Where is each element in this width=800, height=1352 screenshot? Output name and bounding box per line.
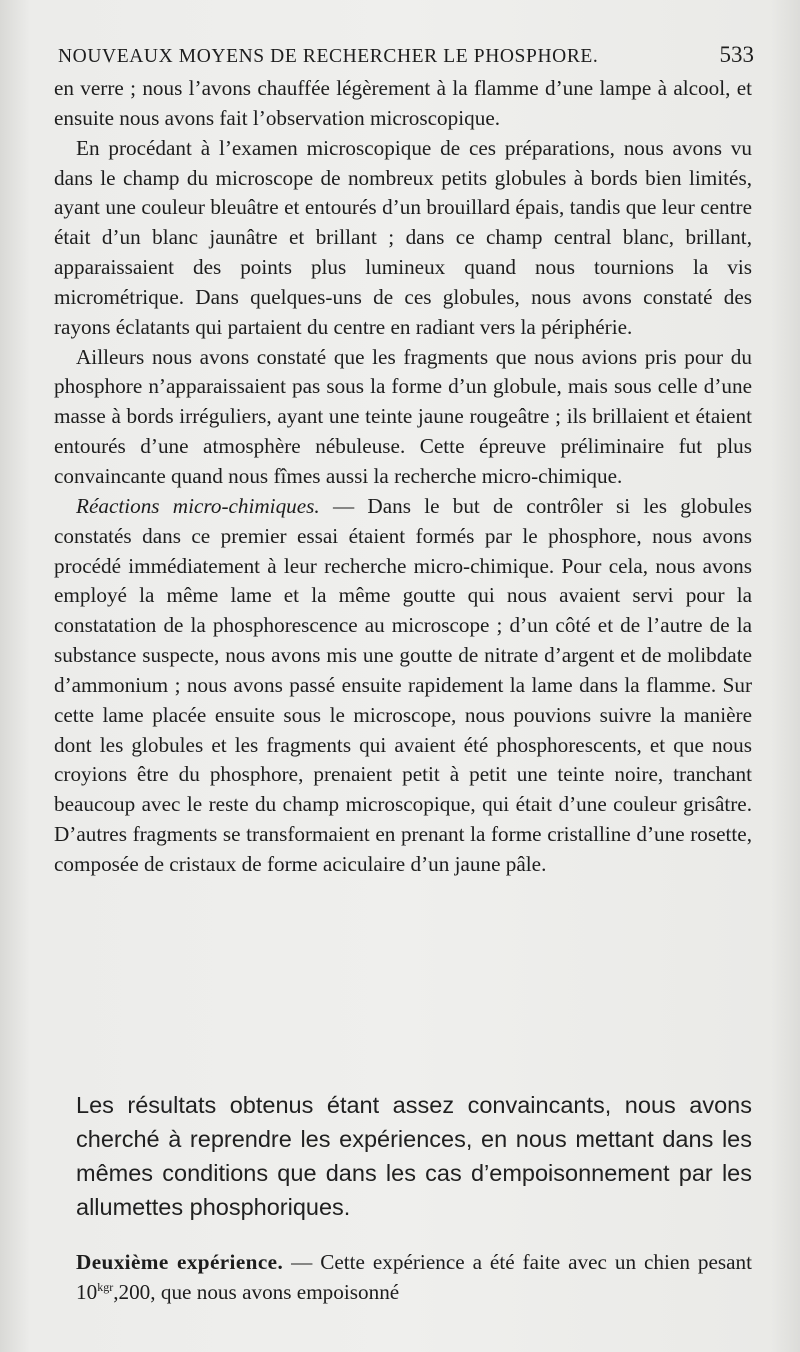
main-text — [54, 74, 752, 880]
unit-superscript: kgr — [97, 1279, 114, 1294]
experiment-text-end: ,200, que nous avons empoisonné — [113, 1279, 400, 1304]
paragraph-2: En procédant à l’examen microscopique de ces préparations, nous avons vu dans le champ du microscope de nombreux petits globules à bords bien limités, ayant une couleur bleuâtre et entourés d’un brouillard épais, tandis que leur centre était d’un blanc jaunâtre et brillant ; dans ce champ central blanc, brillant, apparaissaient des points plus lumineux quand nous tournions la vis micrométrique. Dans quelques-uns de ces globules, nous avons constaté des rayons éclatants qui partaient du centre en radiant vers la périphérie. — [54, 135, 752, 339]
paragraph-3: Ailleurs nous avons constaté que les fragments que nous avions pris pour du phosphore n’apparaissaient pas sous la forme d’un globule, mais sous celle d’une masse à bords irréguliers, ayant une teinte jaune rougeâtre ; ils brillaient et étaient entourés d’une atmosphère nébuleuse. Cette épreuve préliminaire fut plus convaincante quand nous fîmes aussi la recherche micro-chimique. — [54, 344, 752, 488]
experiment-text-start: — Cette expérience a été faite avec un chien pesant 10 — [76, 1250, 752, 1304]
paragraph-4 — [54, 492, 752, 880]
section-heading: Réactions micro-chimiques. — [76, 493, 320, 518]
inserted-note — [76, 1088, 752, 1224]
running-title: NOUVEAUX MOYENS DE RECHERCHER LE PHOSPHORE. — [58, 46, 599, 67]
page-number: 533 — [719, 42, 754, 67]
running-header — [58, 42, 754, 68]
experiment-paragraph — [76, 1248, 752, 1308]
experiment-heading: Deuxième expérience. — [76, 1250, 284, 1274]
inserted-note-text: Les résultats obtenus étant assez convaincants, nous avons cherché à reprendre les expériences, en nous mettant dans les mêmes conditions que dans les cas d’empoisonnement par les allumettes phosphoriques. — [76, 1092, 752, 1220]
paragraph-4-text: — Dans le but de contrôler si les globules constatés dans ce premier essai étaient formés par le phosphore, nous avons procédé immédiatement à leur recherche micro-chimique. Pour cela, nous avons employé la même lame et la même goutte qui nous avaient servi pour la constatation de la phosphorescence au microscope ; d’un côté et de l’autre de la substance suspecte, nous avons mis une goutte de nitrate d’argent et de molibdate d’ammonium ; nous avons passé ensuite rapidement la lame dans la flamme. Sur cette lame placée ensuite sous le microscope, nous pouvions suivre la manière dont les globules et les fragments qui avaient été phosphorescents, et que nous croyions être du phosphore, prenaient petit à petit une teinte noire, tranchant beaucoup avec le reste du champ microscopique, qui était d’une couleur grisâtre. D’autres fragments se transformaient en prenant la forme cristalline d’une rosette, composée de cristaux de forme aciculaire d’un jaune pâle. — [54, 493, 752, 876]
paragraph-1: en verre ; nous l’avons chauffée légèrement à la flamme d’une lampe à alcool, et ensuite nous avons fait l’observation microscopique. — [54, 76, 752, 130]
